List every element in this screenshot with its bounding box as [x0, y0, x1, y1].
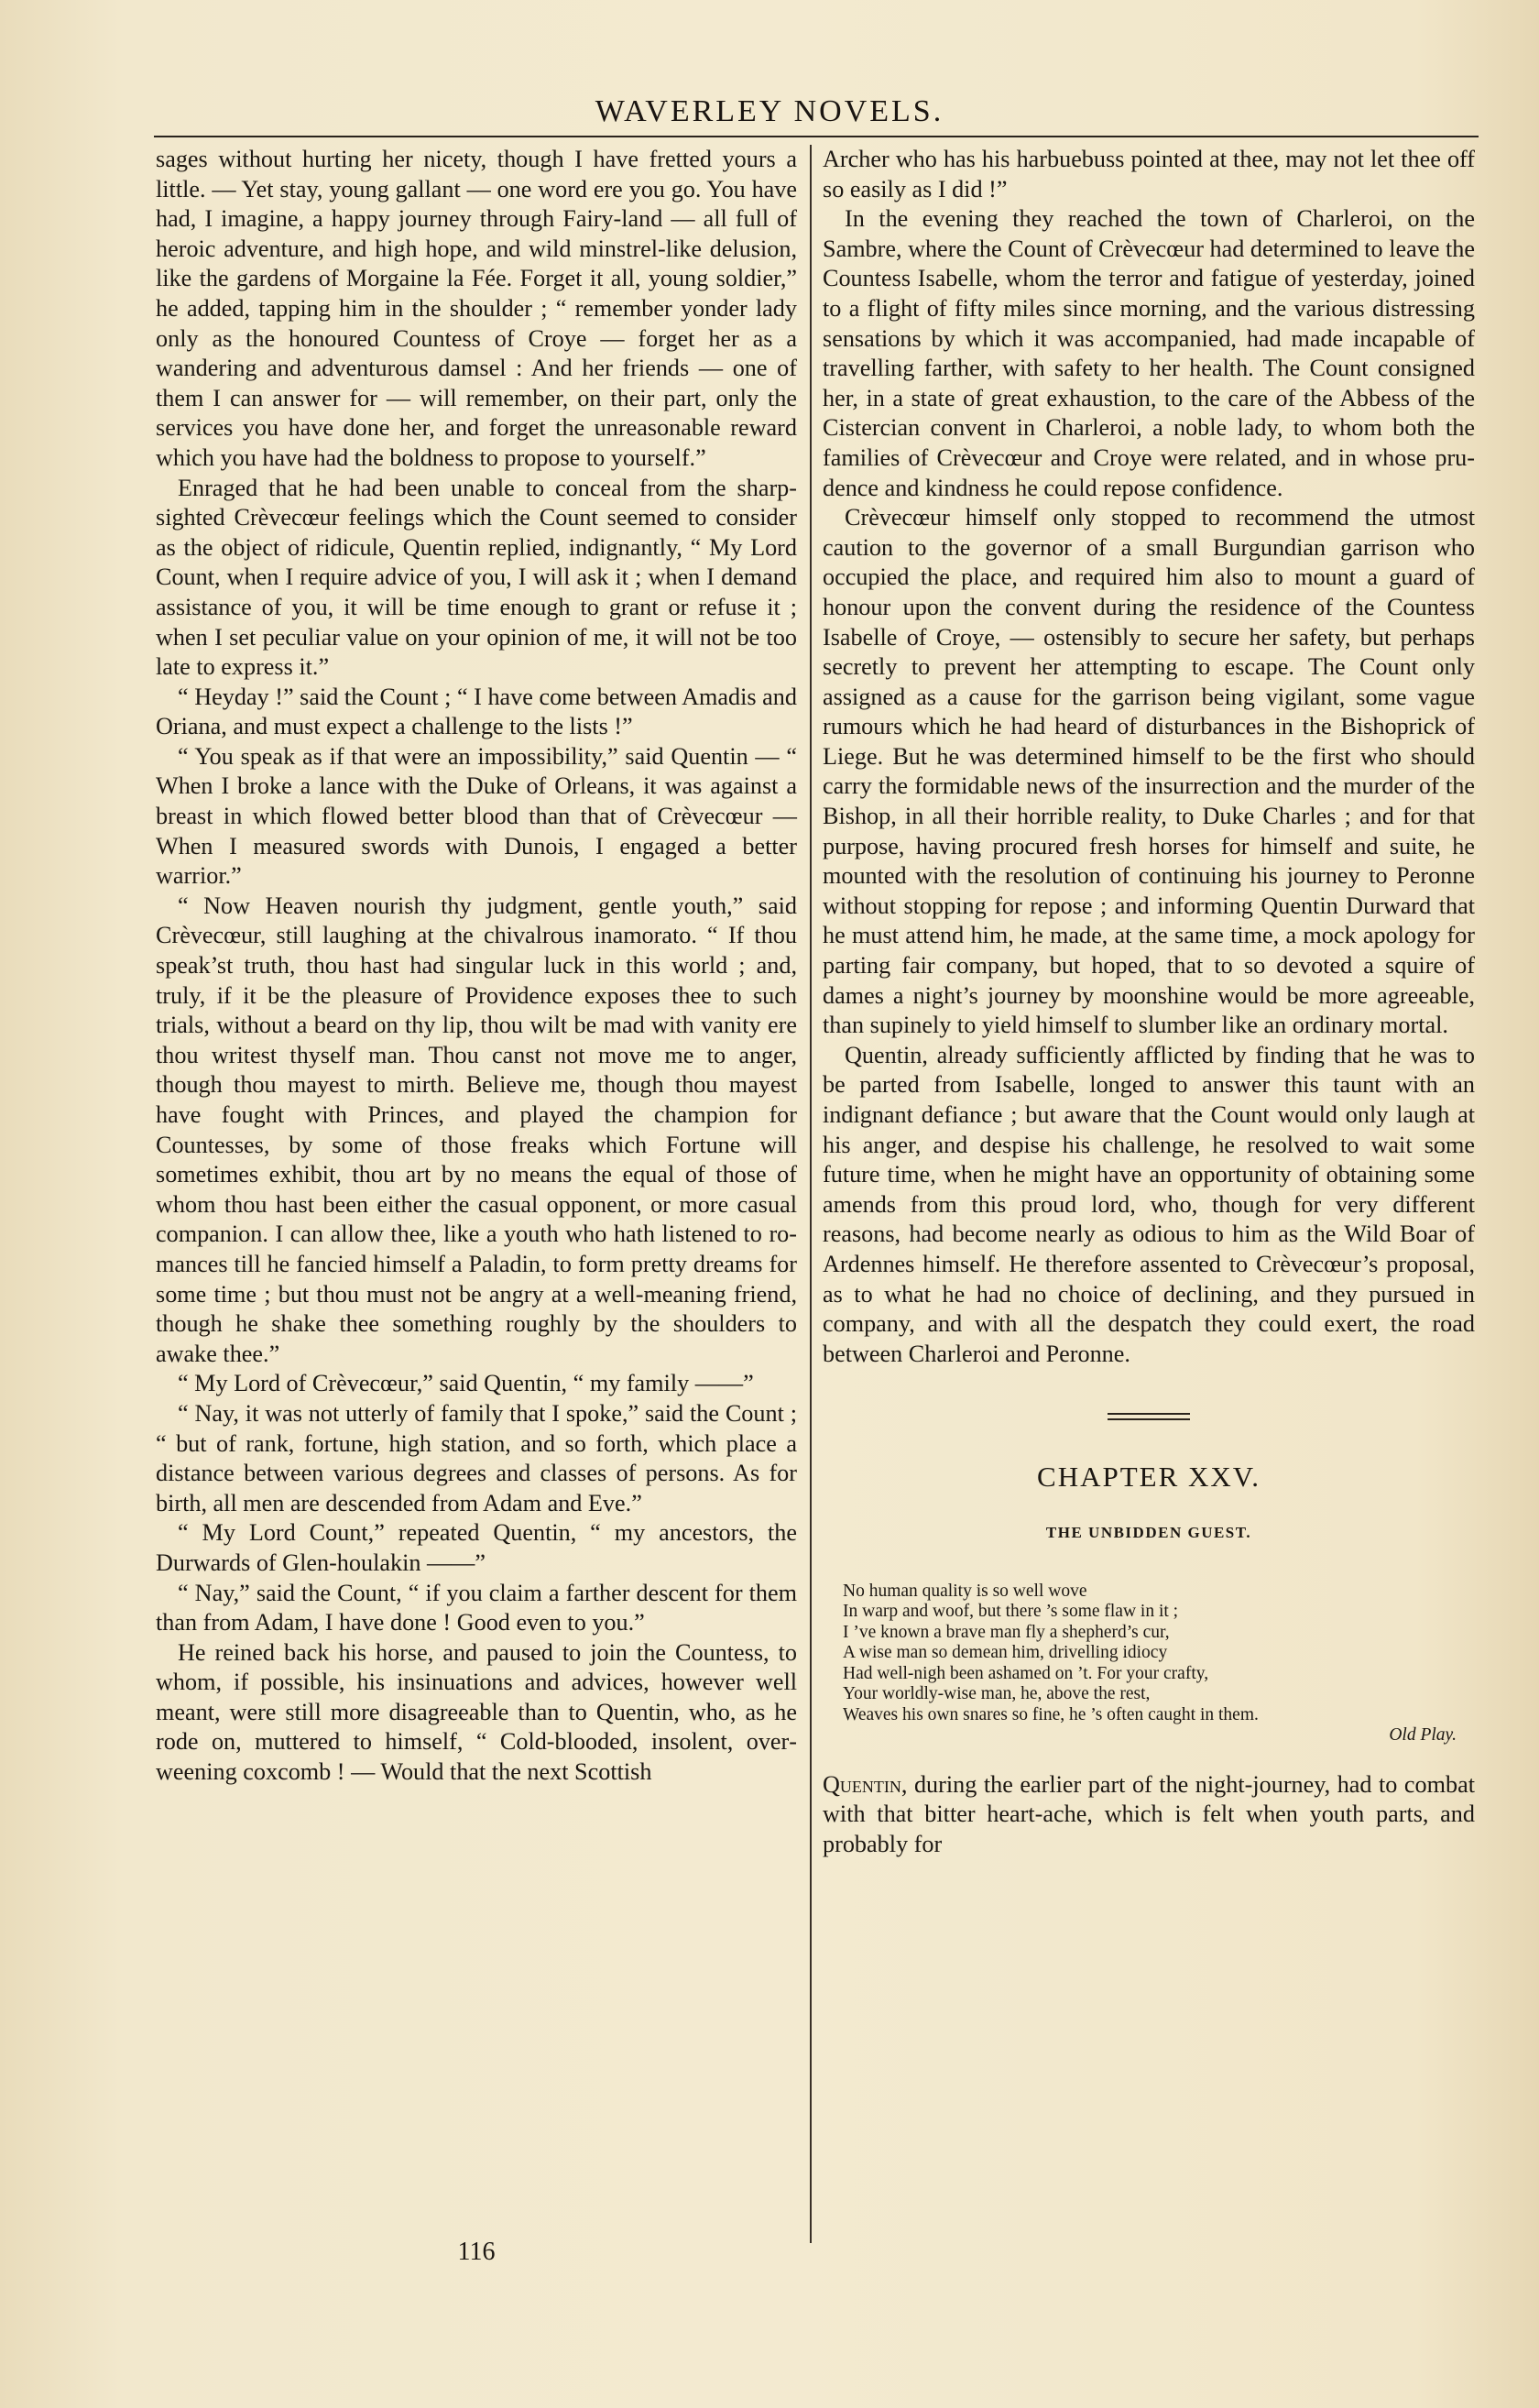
epigraph-line: I ’ve known a brave man fly a shepherd’s cur, [843, 1622, 1170, 1642]
paragraph: Crèvecœur himself only stopped to recommend the utmost caution to the governor of a small Burgundian garrison who occupied the place, and required him also to mount a guard of honour upon the convent during the residence of the Countess Isabelle of Croye, — ostensibly to secure her safety, but perhaps secretly to prevent her attempting to escape. The Count only assigned as a cause for the garrison being vigilant, some vague rumours which he had heard of disturbances in the Bishoprick of Liege. But he was determined himself to be the first who should carry the formidable news of the insurrection and the murder of the Bishop, in all their horrible reality, to Duke Charles ; and for that purpose, having procured fresh horses for himself and suite, he mounted with the resolution of continuing his journey to Peronne without stopping for repose ; and informing Quentin Durward that he must attend him, he made, at the same time, a mock apology for parting fair company, but hoped, that to so devoted a squire of dames a night’s journey by moonshine would be more agreeable, than supinely to yield himself to slumber like an ordinary mortal. [823, 504, 1475, 1039]
chapter-subtitle: THE UNBIDDEN GUEST. [1045, 1523, 1252, 1541]
epigraph [843, 1582, 1475, 1746]
epigraph-line: Had well-nigh been ashamed on ’t. For your crafty, [843, 1663, 1209, 1683]
paragraph: “ Now Heaven nourish thy judgment, gentle youth,” said Crèvecœur, still laughing at the chivalrous inamorato. “ If thou speak’st truth, thou hast had singular luck in this world ; and, truly, if it be the pleasure of Providence exposes thee to such trials, without a beard on thy lip, thou wilt be mad with vanity ere thou writest thyself man. Thou canst not move me to anger, though thou mayest to mirth. Believe me, though thou mayest have fought with Princes, and played the champion for Countesses, by some of those freaks which Fortune will sometimes exhibit, thou art by no means the equal of those of whom thou hast been either the casual opponent, or more casual companion. I can allow thee, like a youth who hath listened to romances till he fancied himself a Paladin, to form pretty dreams for some time ; but thou must not be angry at a well-meaning friend, though he shake thee something roughly by the shoulders to awake thee.” [156, 892, 797, 1367]
paragraph: Archer who has his harbuebuss pointed at thee, may not let thee off so easily as I did !” [823, 146, 1475, 202]
epigraph-line: No human quality is so well wove [843, 1581, 1087, 1601]
epigraph-line: Weaves his own snares so fine, he ’s often caught in them. [843, 1704, 1259, 1724]
epigraph-attribution: Old Play. [1389, 1725, 1457, 1746]
paragraph: sages without hurting her nicety, though I have fretted yours a little. — Yet stay, young gallant — one word ere you go. You have had, I imagine, a happy journey through Fairy-land — all full of heroic adventure, and high hope, and wild minstrel-like delusion, like the gardens of Morgaine la Fée. Forget it all, young soldier,” he added, tapping him in the shoulder ; “ remember yonder lady only as the honoured Countess of Croye — forget her as a wandering and adventurous damsel : And her friends — one of them I can answer for — will remember, on their part, only the services you have done her, and forget the unreasonable reward which you have had the boldness to propose to yourself.” [156, 146, 797, 471]
paragraph: “ Nay,” said the Count, “ if you claim a farther descent for them than from Adam, I have done ! Good even to you.” [156, 1579, 797, 1636]
header-rule [154, 136, 1479, 137]
paragraph: He reined back his horse, and paused to join the Countess, to whom, if possible, his insinuations and advices, however well meant, were still more disagreeable than to Quentin, who, as he rode on, muttered to himself, “ Cold-blooded, insolent, overweening coxcomb ! — Would that the next Scottish [156, 1638, 797, 1786]
epigraph-line: Your worldly-wise man, he, above the rest, [843, 1684, 1151, 1704]
left-column [156, 145, 797, 1788]
paragraph: “ Heyday !” said the Count ; “ I have come between Amadis and Oriana, and must expect a challenge to the lists !” [156, 683, 797, 740]
paragraph: Quentin, already sufficiently afflicted by finding that he was to be parted from Isabelle, longed to answer this taunt with an indignant defiance ; but aware that the Count would only laugh at his anger, and despise his challenge, he resolved to wait some future time, when he might have an opportunity of obtaining some amends from this proud lord, who, though for very different reasons, had become nearly as odious to him as the Wild Boar of Ardennes himself. He therefore assented to Crèvecœur’s proposal, as to what he had no choice of declining, and they pursued in company, and with all the despatch they could exert, the road between Charleroi and Peronne. [823, 1041, 1475, 1367]
epigraph-line: In warp and woof, but there ’s some flaw in it ; [843, 1602, 1179, 1622]
chapter-title: CHAPTER XXV. [1037, 1461, 1261, 1494]
paragraph: Enraged that he had been unable to conceal from the sharp-sighted Crèvecœur feelings which the Count seemed to consider as the object of ridicule, Quentin replied, indignantly, “ My Lord Count, when I require advice of you, I will ask it ; when I demand assistance of you, it will be time enough to grant or refuse it ; when I set peculiar value on your opinion of me, it will not be too late to express it.” [156, 474, 797, 681]
opening-text: during the earlier part of the night-journey, had to combat with that bitter heart-ache, which is felt when youth parts, and probably for [823, 1770, 1475, 1857]
paragraph: “ My Lord Count,” repeated Quentin, “ my ancestors, the Durwards of Glen-houlakin ——” [156, 1519, 797, 1576]
running-head: WAVERLEY NOVELS. [595, 94, 944, 128]
opening-word: Quentin, [823, 1770, 908, 1798]
epigraph-line: A wise man so demean him, drivelling idiocy [843, 1643, 1168, 1663]
right-column [823, 145, 1475, 1859]
chapter-rule [1108, 1413, 1190, 1420]
chapter-opening-paragraph [823, 1770, 1475, 1860]
paragraph: “ Nay, it was not utterly of family that I spoke,” said the Count ; “ but of rank, fortune, high station, and so forth, which place a distance between various degrees and classes of persons. As for birth, all men are descended from Adam and Eve.” [156, 1399, 797, 1516]
column-divider [810, 145, 812, 2243]
paragraph: “ My Lord of Crèvecœur,” said Quentin, “ my family ——” [178, 1370, 754, 1397]
page-number: 116 [457, 2238, 496, 2266]
paragraph: “ You speak as if that were an impossibility,” said Quentin — “ When I broke a lance with the Duke of Orleans, it was against a breast in which flowed better blood than that of Crèvecœur — When I measured swords with Dunois, I engaged a better warrior.” [156, 742, 797, 890]
paragraph: In the evening they reached the town of Charleroi, on the Sambre, where the Count of Crèvecœur had determined to leave the Countess Isabelle, whom the terror and fatigue of yesterday, joined to a flight of fifty miles since morning, and the various distressing sensations by which it was accompanied, had made incapable of travelling farther, with safety to her health. The Count consigned her, in a state of great exhaustion, to the care of the Abbess of the Cistercian convent in Charleroi, a noble lady, to whom both the families of Crèvecœur and Croye were related, and in whose prudence and kindness he could repose confidence. [823, 205, 1475, 501]
